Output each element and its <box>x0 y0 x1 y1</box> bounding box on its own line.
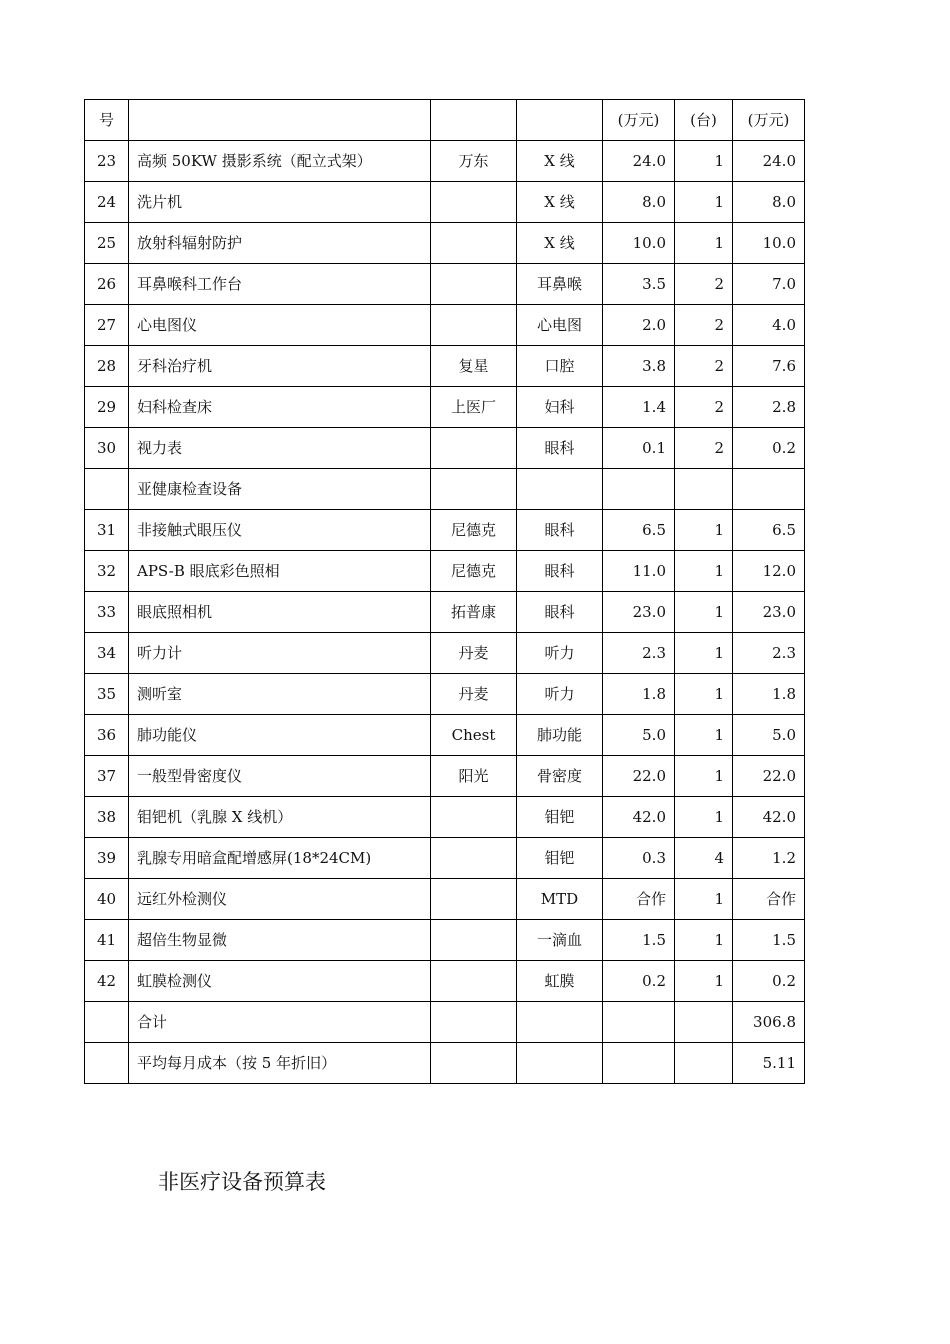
cell-dept: 眼科 <box>517 510 603 551</box>
cell-total: 6.5 <box>733 510 805 551</box>
table-row <box>85 469 805 510</box>
table-row <box>85 141 805 182</box>
cell-quantity: 1 <box>675 961 733 1002</box>
table-row <box>85 223 805 264</box>
cell-brand <box>431 879 517 920</box>
cell-name: 肺功能仪 <box>129 715 431 756</box>
table-row <box>85 510 805 551</box>
cell-brand <box>431 469 517 510</box>
cell-quantity: 1 <box>675 551 733 592</box>
cell-dept: 肺功能 <box>517 715 603 756</box>
cell-total: 2.3 <box>733 633 805 674</box>
cell-no: 40 <box>85 879 129 920</box>
cell-brand <box>431 961 517 1002</box>
cell-total <box>733 469 805 510</box>
cell-brand: 复星 <box>431 346 517 387</box>
header-dept <box>517 100 603 141</box>
cell-quantity: 1 <box>675 715 733 756</box>
cell-brand <box>431 305 517 346</box>
cell-quantity <box>675 469 733 510</box>
cell-dept <box>517 1002 603 1043</box>
cell-no: 23 <box>85 141 129 182</box>
cell-no: 37 <box>85 756 129 797</box>
cell-brand <box>431 838 517 879</box>
cell-quantity: 2 <box>675 305 733 346</box>
cell-total: 1.8 <box>733 674 805 715</box>
cell-unit-price: 3.5 <box>603 264 675 305</box>
cell-unit-price: 2.0 <box>603 305 675 346</box>
cell-name: 测听室 <box>129 674 431 715</box>
cell-dept: 钼钯 <box>517 838 603 879</box>
cell-unit-price: 0.3 <box>603 838 675 879</box>
cell-brand: 万东 <box>431 141 517 182</box>
section-title: 非医疗设备预算表 <box>158 1170 326 1194</box>
cell-dept: 虹膜 <box>517 961 603 1002</box>
cell-no: 24 <box>85 182 129 223</box>
table-row <box>85 756 805 797</box>
cell-total: 0.2 <box>733 428 805 469</box>
cell-no: 41 <box>85 920 129 961</box>
cell-name: 视力表 <box>129 428 431 469</box>
cell-total: 7.6 <box>733 346 805 387</box>
cell-no: 32 <box>85 551 129 592</box>
cell-quantity <box>675 1043 733 1084</box>
table-row <box>85 305 805 346</box>
cell-name: 耳鼻喉科工作台 <box>129 264 431 305</box>
cell-name: 高频 50KW 摄影系统（配立式架） <box>129 141 431 182</box>
cell-total: 合作 <box>733 879 805 920</box>
cell-unit-price: 1.5 <box>603 920 675 961</box>
cell-brand: 丹麦 <box>431 633 517 674</box>
cell-total: 4.0 <box>733 305 805 346</box>
cell-dept: X 线 <box>517 141 603 182</box>
cell-quantity: 1 <box>675 592 733 633</box>
table-row <box>85 387 805 428</box>
cell-quantity: 1 <box>675 510 733 551</box>
table-row <box>85 715 805 756</box>
cell-quantity: 1 <box>675 920 733 961</box>
table-row <box>85 674 805 715</box>
cell-no: 26 <box>85 264 129 305</box>
cell-no: 27 <box>85 305 129 346</box>
cell-name: 平均每月成本（按 5 年折旧） <box>129 1043 431 1084</box>
cell-unit-price: 2.3 <box>603 633 675 674</box>
cell-name: 乳腺专用暗盒配增感屏(18*24CM) <box>129 838 431 879</box>
cell-unit-price <box>603 1002 675 1043</box>
cell-no: 36 <box>85 715 129 756</box>
cell-unit-price: 0.1 <box>603 428 675 469</box>
cell-brand <box>431 223 517 264</box>
header-quantity: (台) <box>675 100 733 141</box>
cell-no: 35 <box>85 674 129 715</box>
cell-unit-price: 22.0 <box>603 756 675 797</box>
cell-total: 42.0 <box>733 797 805 838</box>
cell-unit-price: 10.0 <box>603 223 675 264</box>
cell-quantity <box>675 1002 733 1043</box>
cell-no: 38 <box>85 797 129 838</box>
cell-name: 非接触式眼压仪 <box>129 510 431 551</box>
cell-quantity: 4 <box>675 838 733 879</box>
cell-dept: MTD <box>517 879 603 920</box>
cell-quantity: 1 <box>675 633 733 674</box>
cell-unit-price: 8.0 <box>603 182 675 223</box>
cell-quantity: 2 <box>675 428 733 469</box>
cell-total: 10.0 <box>733 223 805 264</box>
table-row <box>85 551 805 592</box>
cell-no: 30 <box>85 428 129 469</box>
cell-brand <box>431 1002 517 1043</box>
cell-dept: 眼科 <box>517 551 603 592</box>
cell-dept: X 线 <box>517 182 603 223</box>
cell-unit-price: 3.8 <box>603 346 675 387</box>
cell-unit-price: 23.0 <box>603 592 675 633</box>
cell-total: 24.0 <box>733 141 805 182</box>
table-row <box>85 633 805 674</box>
cell-name: APS-B 眼底彩色照相 <box>129 551 431 592</box>
cell-dept: 钼钯 <box>517 797 603 838</box>
table-row <box>85 920 805 961</box>
header-name <box>129 100 431 141</box>
cell-name: 超倍生物显微 <box>129 920 431 961</box>
cell-dept: X 线 <box>517 223 603 264</box>
cell-quantity: 1 <box>675 797 733 838</box>
cell-dept: 眼科 <box>517 592 603 633</box>
header-no: 号 <box>85 100 129 141</box>
cell-name: 远红外检测仪 <box>129 879 431 920</box>
cell-name: 眼底照相机 <box>129 592 431 633</box>
cell-total: 1.5 <box>733 920 805 961</box>
cell-unit-price: 合作 <box>603 879 675 920</box>
table-row <box>85 264 805 305</box>
cell-unit-price: 5.0 <box>603 715 675 756</box>
cell-name: 亚健康检查设备 <box>129 469 431 510</box>
cell-dept: 听力 <box>517 674 603 715</box>
cell-brand: 拓普康 <box>431 592 517 633</box>
cell-dept: 眼科 <box>517 428 603 469</box>
table-row <box>85 346 805 387</box>
cell-quantity: 1 <box>675 223 733 264</box>
cell-unit-price <box>603 1043 675 1084</box>
cell-dept: 耳鼻喉 <box>517 264 603 305</box>
header-unit-price: (万元) <box>603 100 675 141</box>
table-header-row <box>85 100 805 141</box>
cell-quantity: 1 <box>675 141 733 182</box>
cell-dept: 听力 <box>517 633 603 674</box>
cell-total: 7.0 <box>733 264 805 305</box>
table-row <box>85 1043 805 1084</box>
cell-total: 12.0 <box>733 551 805 592</box>
cell-total: 0.2 <box>733 961 805 1002</box>
cell-dept: 骨密度 <box>517 756 603 797</box>
cell-brand <box>431 182 517 223</box>
cell-no: 42 <box>85 961 129 1002</box>
cell-brand <box>431 920 517 961</box>
cell-dept: 妇科 <box>517 387 603 428</box>
table-body <box>85 100 805 1084</box>
cell-total: 8.0 <box>733 182 805 223</box>
header-brand <box>431 100 517 141</box>
cell-brand: 阳光 <box>431 756 517 797</box>
cell-unit-price: 1.8 <box>603 674 675 715</box>
cell-brand: 尼德克 <box>431 551 517 592</box>
cell-name: 虹膜检测仪 <box>129 961 431 1002</box>
cell-dept <box>517 469 603 510</box>
table-row <box>85 182 805 223</box>
cell-name: 妇科检查床 <box>129 387 431 428</box>
cell-no: 39 <box>85 838 129 879</box>
header-total: (万元) <box>733 100 805 141</box>
equipment-budget-table <box>84 99 805 1084</box>
cell-no: 31 <box>85 510 129 551</box>
cell-quantity: 1 <box>675 674 733 715</box>
cell-no: 28 <box>85 346 129 387</box>
cell-dept <box>517 1043 603 1084</box>
cell-quantity: 2 <box>675 264 733 305</box>
cell-brand <box>431 797 517 838</box>
cell-total: 2.8 <box>733 387 805 428</box>
cell-unit-price: 24.0 <box>603 141 675 182</box>
cell-brand: 上医厂 <box>431 387 517 428</box>
cell-quantity: 1 <box>675 182 733 223</box>
cell-name: 钼钯机（乳腺 X 线机） <box>129 797 431 838</box>
table-row <box>85 838 805 879</box>
cell-dept: 心电图 <box>517 305 603 346</box>
cell-total: 5.0 <box>733 715 805 756</box>
cell-name: 合计 <box>129 1002 431 1043</box>
table-row <box>85 428 805 469</box>
cell-no: 29 <box>85 387 129 428</box>
cell-unit-price: 42.0 <box>603 797 675 838</box>
cell-total: 306.8 <box>733 1002 805 1043</box>
cell-no <box>85 1043 129 1084</box>
cell-quantity: 2 <box>675 387 733 428</box>
cell-name: 一般型骨密度仪 <box>129 756 431 797</box>
cell-brand <box>431 264 517 305</box>
cell-total: 1.2 <box>733 838 805 879</box>
cell-name: 放射科辐射防护 <box>129 223 431 264</box>
cell-quantity: 2 <box>675 346 733 387</box>
cell-dept: 口腔 <box>517 346 603 387</box>
table-row <box>85 961 805 1002</box>
cell-no: 25 <box>85 223 129 264</box>
cell-unit-price <box>603 469 675 510</box>
cell-no <box>85 469 129 510</box>
cell-quantity: 1 <box>675 879 733 920</box>
cell-brand: Chest <box>431 715 517 756</box>
cell-no: 33 <box>85 592 129 633</box>
table-row <box>85 797 805 838</box>
cell-unit-price: 0.2 <box>603 961 675 1002</box>
cell-total: 5.11 <box>733 1043 805 1084</box>
cell-name: 牙科治疗机 <box>129 346 431 387</box>
table-row <box>85 879 805 920</box>
table-row <box>85 592 805 633</box>
cell-name: 听力计 <box>129 633 431 674</box>
cell-quantity: 1 <box>675 756 733 797</box>
cell-total: 23.0 <box>733 592 805 633</box>
cell-name: 洗片机 <box>129 182 431 223</box>
cell-brand: 丹麦 <box>431 674 517 715</box>
cell-brand <box>431 428 517 469</box>
cell-no: 34 <box>85 633 129 674</box>
cell-total: 22.0 <box>733 756 805 797</box>
cell-unit-price: 6.5 <box>603 510 675 551</box>
table-row <box>85 1002 805 1043</box>
cell-brand: 尼德克 <box>431 510 517 551</box>
cell-unit-price: 1.4 <box>603 387 675 428</box>
cell-brand <box>431 1043 517 1084</box>
cell-name: 心电图仪 <box>129 305 431 346</box>
cell-no <box>85 1002 129 1043</box>
cell-unit-price: 11.0 <box>603 551 675 592</box>
cell-dept: 一滴血 <box>517 920 603 961</box>
